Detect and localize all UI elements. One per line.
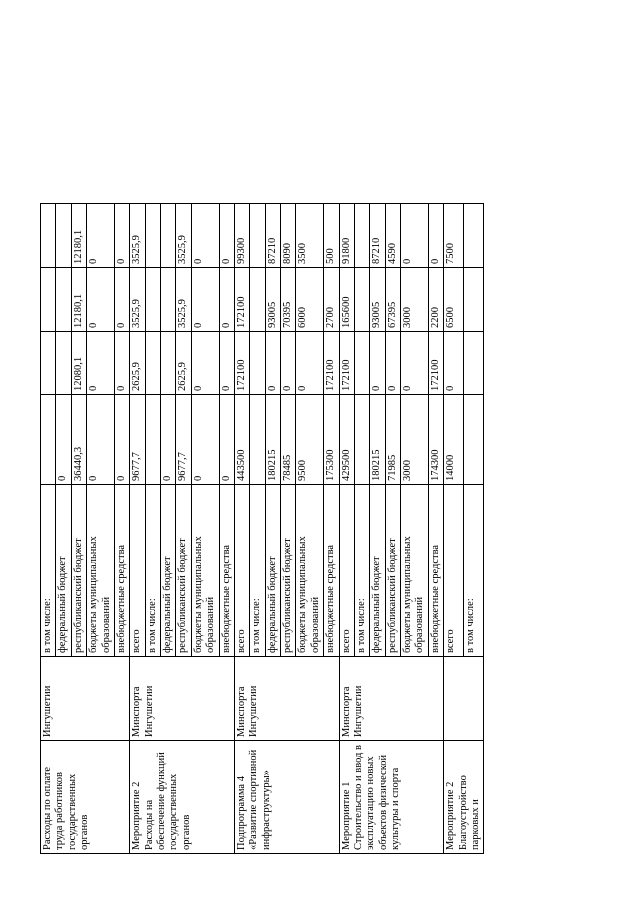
amount-cell: 0 [428, 204, 443, 268]
amount-cell: 93005 [265, 268, 280, 332]
amount-cell: 165600 [339, 268, 354, 332]
amount-cell: 172100 [324, 332, 339, 395]
amount-cell [250, 395, 265, 485]
amount-cell: 2625,9 [176, 332, 191, 395]
amount-cell: 6500 [444, 268, 464, 332]
amount-cell: 172100 [428, 332, 443, 395]
funding-source-cell: бюджеты муниципальных образований [87, 485, 115, 657]
amount-cell: 78485 [281, 395, 296, 485]
amount-cell [464, 268, 484, 332]
amount-cell: 7500 [444, 204, 464, 268]
funding-source-cell: внебюджетные средства [219, 485, 234, 657]
measure-name-cell: Мероприятие 2 Благоустройство парковых и [444, 741, 484, 854]
measure-name-cell: Подпрограмма 4 «Развитие спортивной инфраструктуры» [234, 741, 339, 854]
amount-cell [41, 204, 56, 268]
amount-cell: 443500 [234, 395, 249, 485]
amount-cell: 3525,9 [130, 268, 145, 332]
funding-source-cell: внебюджетные средства [114, 485, 129, 657]
funding-source-cell: федеральный бюджет [370, 485, 385, 657]
amount-cell [354, 332, 369, 395]
amount-cell: 36440,3 [71, 395, 86, 485]
executor-cell: Минспорта Ингушетии [339, 657, 444, 741]
funding-source-cell: внебюджетные средства [428, 485, 443, 657]
funding-source-cell: республиканский бюджет [281, 485, 296, 657]
amount-cell: 99300 [234, 204, 249, 268]
amount-cell: 180215 [265, 395, 280, 485]
amount-cell: 0 [265, 332, 280, 395]
amount-cell: 180215 [370, 395, 385, 485]
amount-cell: 12080,1 [71, 332, 86, 395]
amount-cell: 0 [114, 204, 129, 268]
funding-source-cell: в том числе: [464, 485, 484, 657]
funding-source-cell: федеральный бюджет [161, 485, 176, 657]
amount-cell [161, 204, 176, 268]
amount-cell: 87210 [370, 204, 385, 268]
amount-cell [250, 204, 265, 268]
amount-cell [41, 268, 56, 332]
amount-cell [464, 395, 484, 485]
budget-table-body [41, 94, 484, 854]
executor-cell: Ингушетии [41, 657, 130, 741]
executor-cell: Минспорта Ингушетии [130, 657, 235, 741]
table-row [41, 94, 56, 854]
executor-cell: Минспорта Ингушетии [234, 657, 339, 741]
amount-cell: 87210 [265, 204, 280, 268]
funding-source-cell: всего [234, 485, 249, 657]
funding-source-cell: республиканский бюджет [176, 485, 191, 657]
amount-cell: 174300 [428, 395, 443, 485]
funding-source-cell: бюджеты муниципальных образований [296, 485, 324, 657]
funding-source-cell: в том числе: [145, 485, 160, 657]
amount-cell [250, 332, 265, 395]
amount-cell: 9677,7 [130, 395, 145, 485]
amount-cell: 0 [87, 204, 115, 268]
amount-cell [464, 332, 484, 395]
amount-cell: 3525,9 [176, 268, 191, 332]
amount-cell [56, 268, 71, 332]
executor-cell [444, 657, 484, 741]
funding-source-cell: в том числе: [354, 485, 369, 657]
amount-cell: 71985 [385, 395, 400, 485]
rotated-table-wrapper [40, 94, 580, 854]
amount-cell: 0 [385, 332, 400, 395]
amount-cell [145, 395, 160, 485]
amount-cell: 3525,9 [130, 204, 145, 268]
amount-cell: 0 [191, 204, 219, 268]
measure-name-cell: Мероприятие 2 Расходы на обеспечение функций государственных органов [130, 741, 235, 854]
amount-cell: 12180,1 [71, 268, 86, 332]
funding-source-cell: в том числе: [250, 485, 265, 657]
funding-source-cell: всего [339, 485, 354, 657]
amount-cell: 0 [114, 395, 129, 485]
funding-source-cell: республиканский бюджет [385, 485, 400, 657]
amount-cell: 175300 [324, 395, 339, 485]
amount-cell: 0 [191, 332, 219, 395]
amount-cell: 0 [114, 332, 129, 395]
amount-cell: 172100 [339, 332, 354, 395]
amount-cell: 0 [401, 204, 429, 268]
table-row [234, 94, 249, 854]
amount-cell [161, 332, 176, 395]
amount-cell [56, 332, 71, 395]
amount-cell: 67395 [385, 268, 400, 332]
amount-cell: 0 [56, 395, 71, 485]
amount-cell: 0 [219, 204, 234, 268]
amount-cell: 172100 [234, 332, 249, 395]
amount-cell: 0 [191, 268, 219, 332]
amount-cell [41, 332, 56, 395]
amount-cell: 93005 [370, 268, 385, 332]
funding-source-cell: бюджеты муниципальных образований [191, 485, 219, 657]
funding-source-cell: всего [130, 485, 145, 657]
funding-source-cell: федеральный бюджет [56, 485, 71, 657]
amount-cell: 0 [401, 332, 429, 395]
amount-cell: 91800 [339, 204, 354, 268]
amount-cell: 0 [87, 268, 115, 332]
amount-cell: 3000 [401, 268, 429, 332]
amount-cell [145, 332, 160, 395]
table-row [444, 94, 464, 854]
amount-cell [145, 204, 160, 268]
amount-cell: 500 [324, 204, 339, 268]
amount-cell [354, 204, 369, 268]
amount-cell [56, 204, 71, 268]
amount-cell: 0 [191, 395, 219, 485]
amount-cell: 2625,9 [130, 332, 145, 395]
funding-source-cell: республиканский бюджет [71, 485, 86, 657]
amount-cell: 4590 [385, 204, 400, 268]
amount-cell: 0 [114, 268, 129, 332]
measure-name-cell: Мероприятие 1 Строительство и ввод в эксплуатацию новых объектов физической культуры и спорта [339, 741, 444, 854]
amount-cell: 9677,7 [176, 395, 191, 485]
amount-cell: 0 [87, 332, 115, 395]
amount-cell: 6000 [296, 268, 324, 332]
funding-source-cell: федеральный бюджет [265, 485, 280, 657]
amount-cell: 0 [296, 332, 324, 395]
amount-cell [145, 268, 160, 332]
amount-cell: 3525,9 [176, 204, 191, 268]
amount-cell [354, 268, 369, 332]
funding-source-cell: внебюджетные средства [324, 485, 339, 657]
amount-cell: 0 [219, 395, 234, 485]
budget-table [40, 93, 484, 854]
amount-cell: 0 [161, 395, 176, 485]
amount-cell [354, 395, 369, 485]
amount-cell: 70395 [281, 268, 296, 332]
amount-cell: 8090 [281, 204, 296, 268]
amount-cell: 2700 [324, 268, 339, 332]
amount-cell: 172100 [234, 268, 249, 332]
funding-source-cell: бюджеты муниципальных образований [401, 485, 429, 657]
measure-name-cell: Расходы по оплате труда работников государственных органов [41, 741, 130, 854]
funding-source-cell: всего [444, 485, 464, 657]
amount-cell [250, 268, 265, 332]
amount-cell [41, 395, 56, 485]
amount-cell: 9500 [296, 395, 324, 485]
amount-cell: 0 [281, 332, 296, 395]
amount-cell: 3000 [401, 395, 429, 485]
amount-cell: 0 [219, 332, 234, 395]
amount-cell [464, 204, 484, 268]
table-row [130, 94, 145, 854]
amount-cell: 0 [219, 268, 234, 332]
amount-cell: 12180,1 [71, 204, 86, 268]
funding-source-cell: в том числе: [41, 485, 56, 657]
table-row [339, 94, 354, 854]
amount-cell: 0 [444, 332, 464, 395]
amount-cell [161, 268, 176, 332]
amount-cell: 14000 [444, 395, 464, 485]
amount-cell: 2200 [428, 268, 443, 332]
amount-cell: 0 [370, 332, 385, 395]
amount-cell: 0 [87, 395, 115, 485]
amount-cell: 3500 [296, 204, 324, 268]
amount-cell: 429500 [339, 395, 354, 485]
